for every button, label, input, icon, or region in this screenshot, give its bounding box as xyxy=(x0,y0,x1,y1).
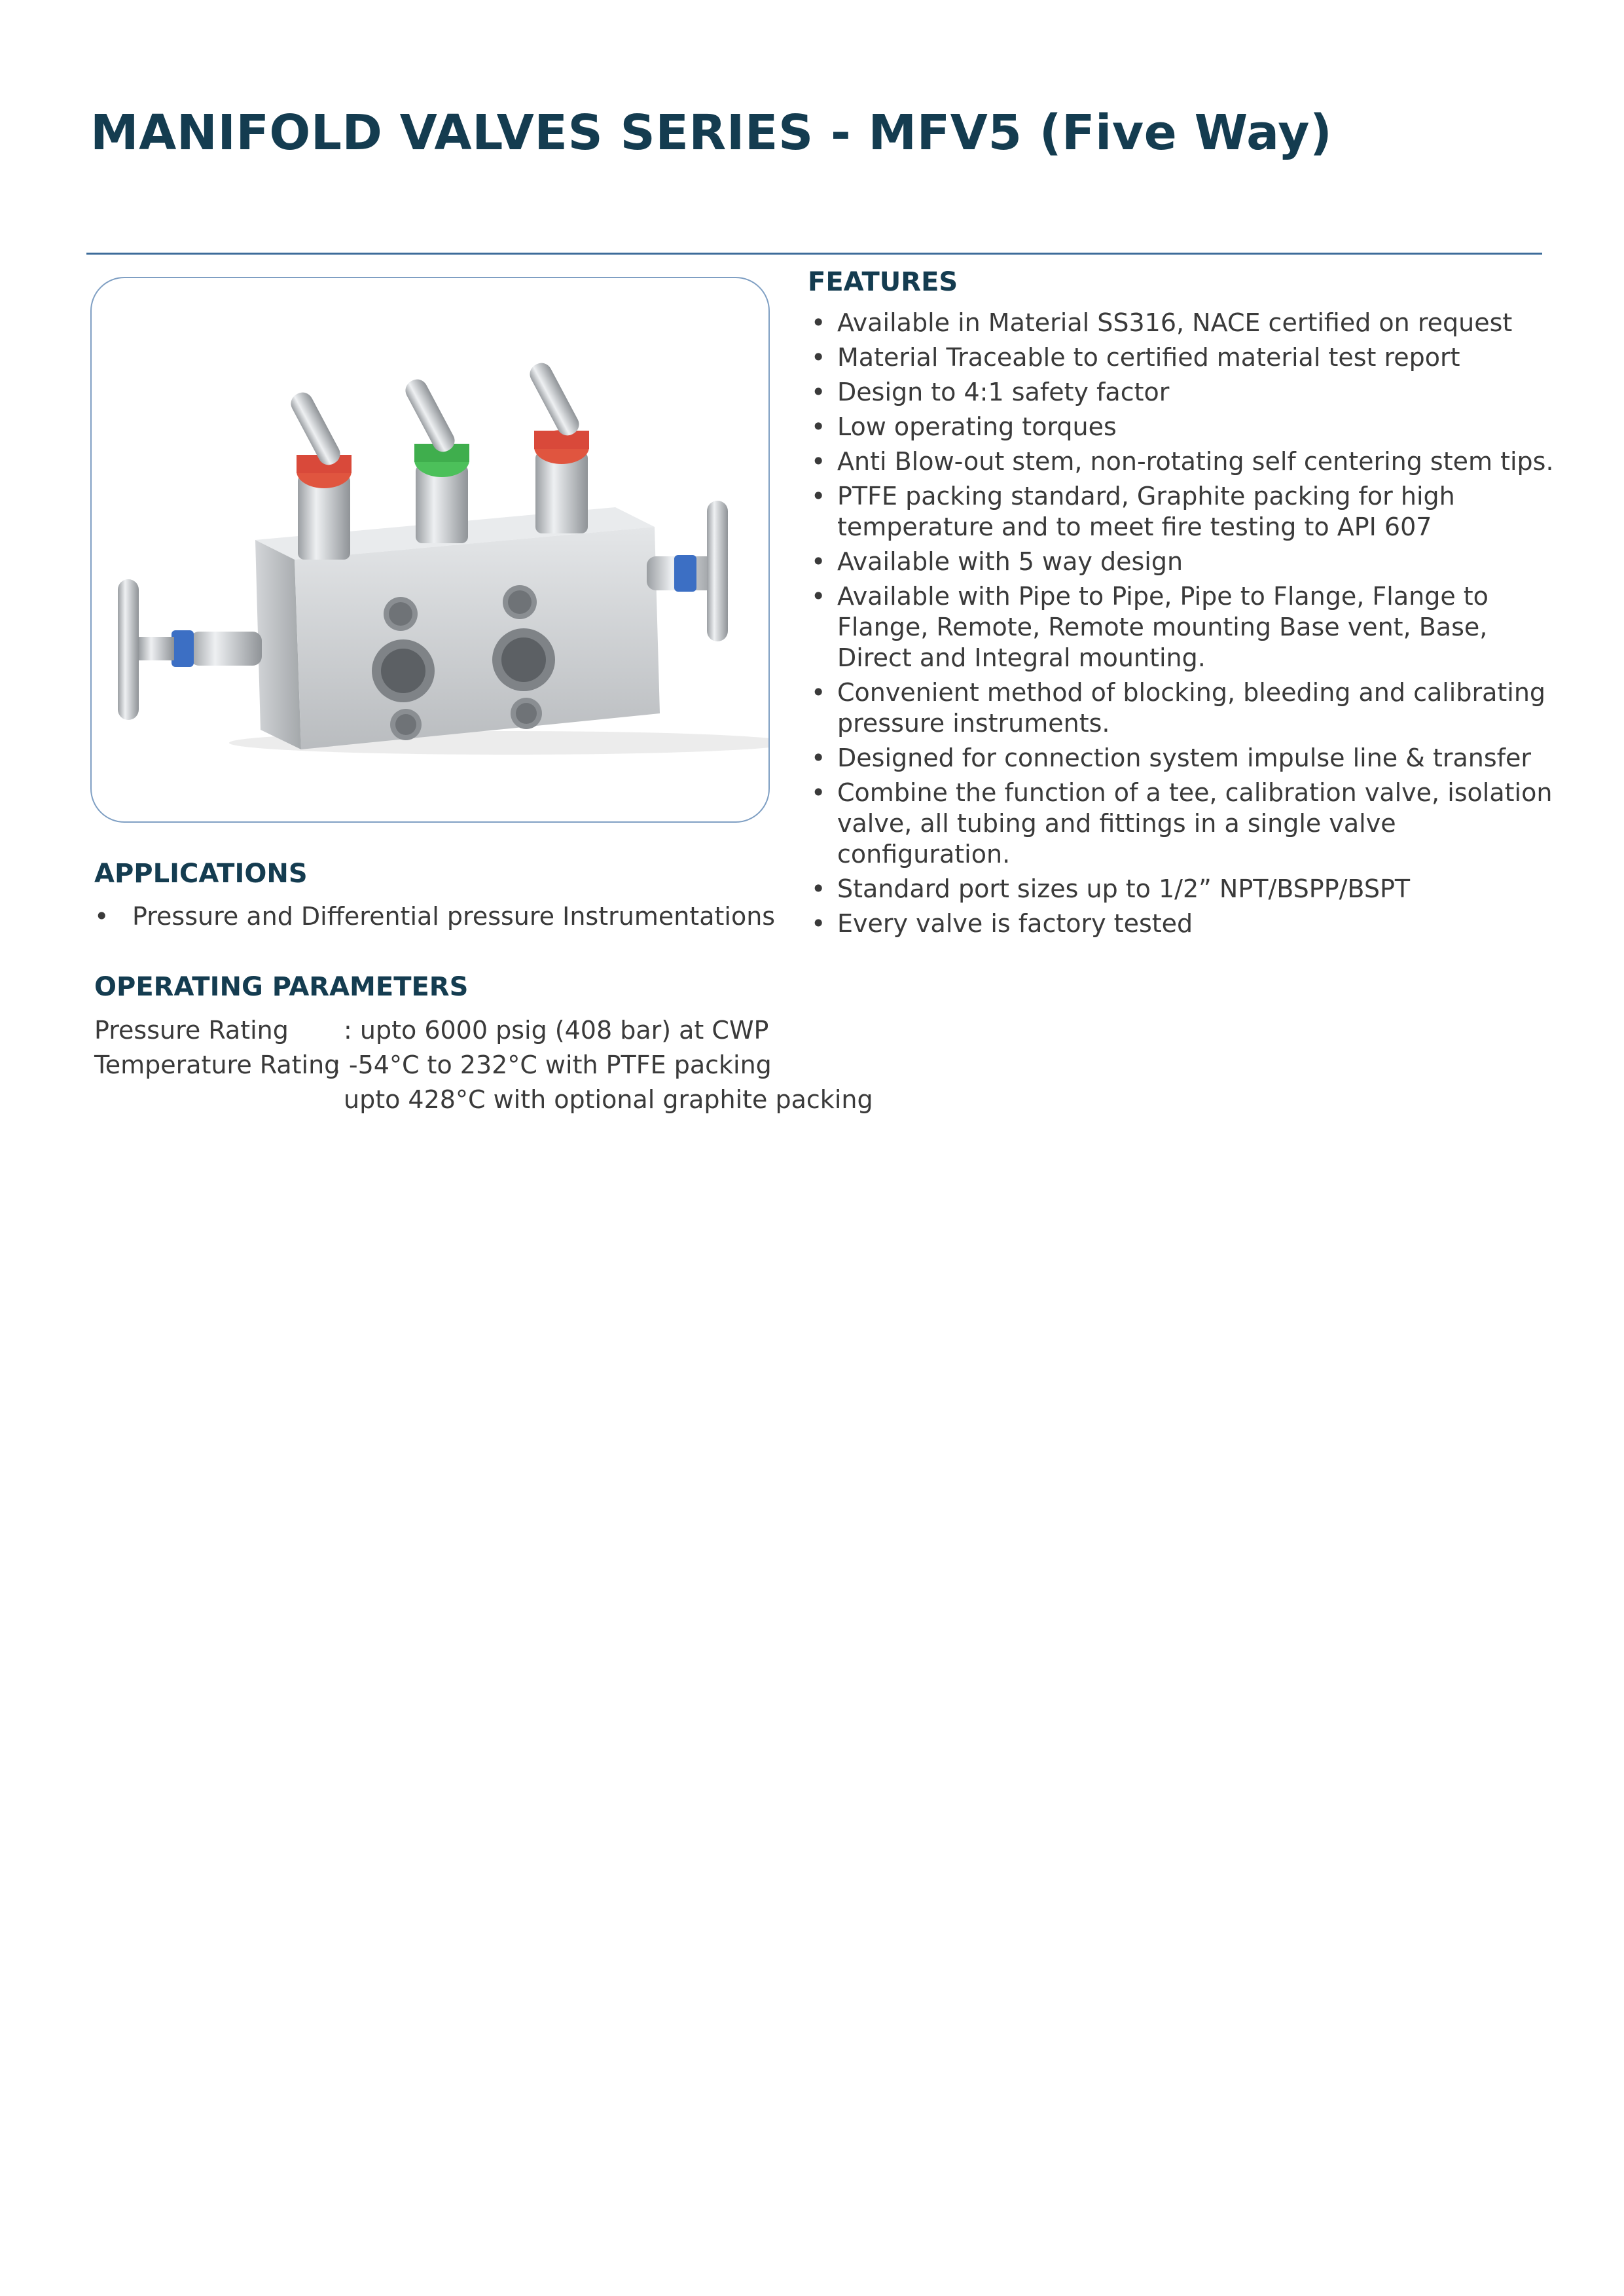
feature-item: • Available with Pipe to Pipe, Pipe to Flange, Flange to Flange, Remote, Remote mounting Base vent, Base, Direct and Integral mounting. xyxy=(811,582,1489,672)
feature-item: • Standard port sizes up to 1/2” NPT/BSPP/BSPT xyxy=(811,874,1411,903)
product-photo xyxy=(90,277,770,823)
applications-list xyxy=(94,901,788,932)
pressure-rating-value: : upto 6000 psig (408 bar) at CWP xyxy=(344,1016,769,1045)
page-title: MANIFOLD VALVES SERIES - MFV5 (Five Way) xyxy=(90,105,1333,161)
feature-item: • Material Traceable to certified material test report xyxy=(811,343,1460,372)
feature-item: • Combine the function of a tee, calibration valve, isolation valve, all tubing and fittings in a single valve configuration. xyxy=(811,778,1553,869)
feature-item: • Available in Material SS316, NACE certified on request xyxy=(811,308,1513,337)
temperature-rating-row xyxy=(94,1048,880,1083)
feature-item: • PTFE packing standard, Graphite packing for high temperature and to meet fire testing to API 607 xyxy=(811,482,1455,541)
operating-parameters-heading: OPERATING PARAMETERS xyxy=(94,972,469,1002)
feature-item: • Low operating torques xyxy=(811,412,1117,441)
features-heading: FEATURES xyxy=(808,267,958,297)
pressure-rating-label: Pressure Rating xyxy=(94,1016,289,1045)
temperature-rating-row-2 xyxy=(94,1083,880,1117)
feature-item: • Designed for connection system impulse line & transfer xyxy=(811,744,1532,772)
applications-heading: APPLICATIONS xyxy=(94,859,308,889)
pressure-rating-row xyxy=(94,1013,880,1048)
title-divider xyxy=(86,253,1542,255)
feature-item: • Convenient method of blocking, bleeding and calibrating pressure instruments. xyxy=(811,678,1546,738)
temperature-rating-label: Temperature Rating xyxy=(94,1050,340,1079)
temperature-rating-value: : -54°C to 232°C with PTFE packing xyxy=(333,1050,772,1079)
feature-item: • Every valve is factory tested xyxy=(811,909,1193,938)
features-list xyxy=(810,308,1556,943)
manifold-valve-image xyxy=(92,278,768,821)
feature-item: • Design to 4:1 safety factor xyxy=(811,378,1170,406)
application-item: • Pressure and Differential pressure Instrumentations xyxy=(94,902,776,931)
feature-item: • Anti Blow-out stem, non-rotating self centering stem tips. xyxy=(811,447,1554,476)
operating-parameters xyxy=(94,1013,880,1117)
temperature-rating-value-2: upto 428°C with optional graphite packing xyxy=(344,1085,873,1114)
feature-item: • Available with 5 way design xyxy=(811,547,1183,576)
